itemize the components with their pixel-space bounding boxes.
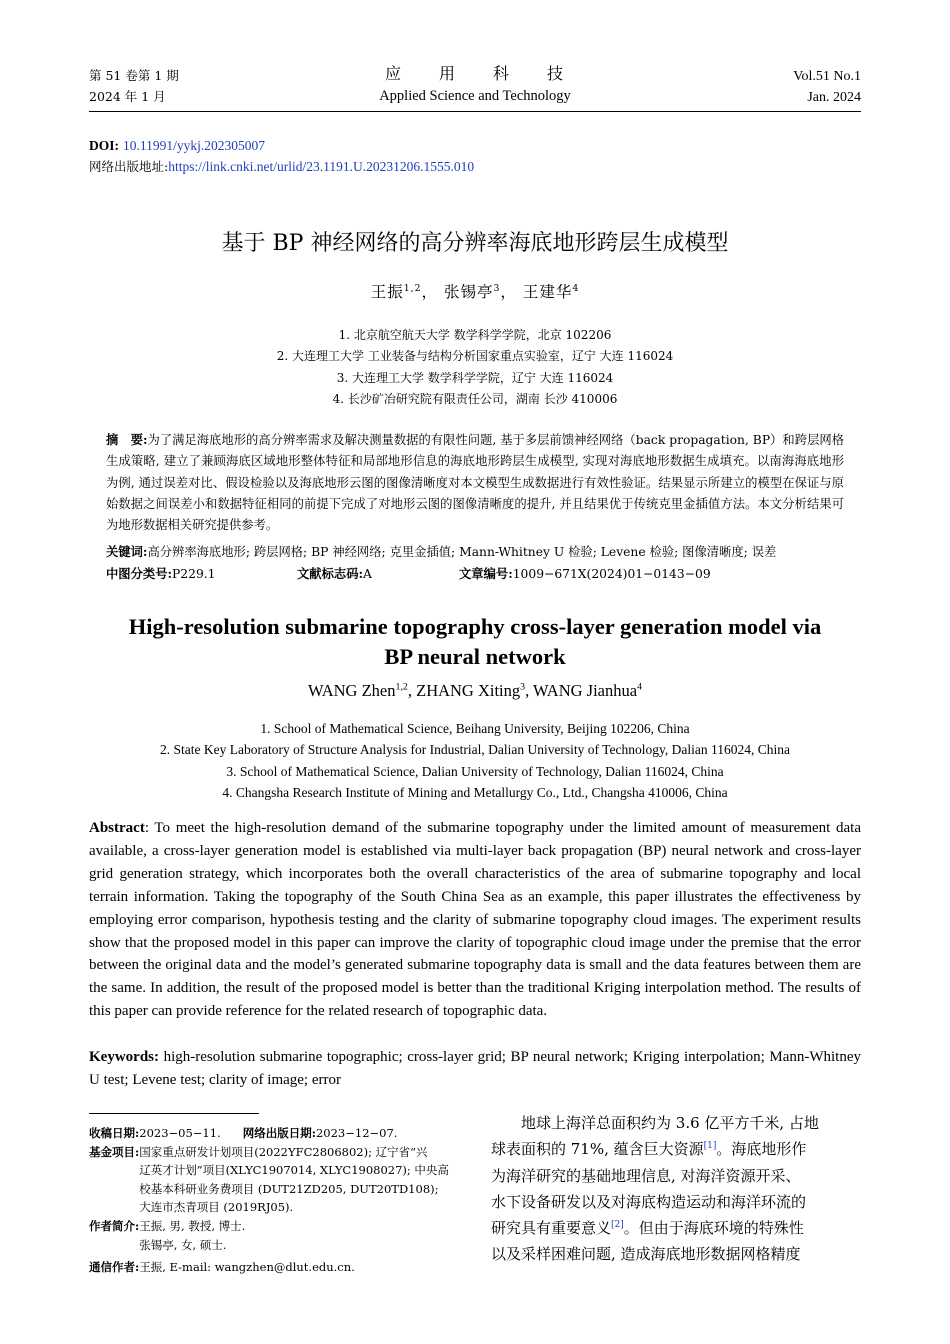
fund-line-2: 辽英才计划”项目(XLYC1907014, XLYC1908027); 中央高: [139, 1163, 449, 1178]
abstract-en-text: : To meet the high-resolution demand of the submarine topography under the limited amount of measurement data available, a cross-layer generation model is established via multi-layer back propagation (BP) neural network and cross-layer grid generation strategy, which incorporates both the overall characteristics of the area of submarine topography and local terrain information. Taking the topography of the South China Sea as an example, this paper illustrates the effectiveness by employing error comparison, hypothesis testing and the clarity of submarine topography cloud images. The experiment results show that the proposed model in this paper can improve the clarity of topographic cloud image under the premise that the error between the original data and the model’s generated submarine topography data is small and the data features between them are the same. In addition, the result of the proposed model is better than the traditional Kriging interpolation method. The results of this paper can provide reference for the related research of topographic data.: [89, 820, 861, 1020]
fund-line-4: 大连市杰青项目 (2019RJ05).: [139, 1200, 294, 1215]
title-en-line1: High-resolution submarine topography cross-layer generation model via: [128, 614, 822, 639]
citation-2[interactable]: [2]: [611, 1220, 624, 1231]
volume-info: [793, 66, 861, 108]
volume-date: Jan. 2024: [807, 90, 861, 105]
body-line-3: 为海洋研究的基础地理信息, 对海洋资源开采、: [491, 1166, 801, 1185]
online-date-label: 网络出版日期:: [242, 1126, 316, 1140]
keywords-en-label: Keywords:: [89, 1049, 159, 1065]
issue-date: 2024 年 1 月: [89, 89, 166, 104]
volume-number: Vol.51 No.1: [793, 69, 861, 84]
bio-line-1: 王振, 男, 教授, 博士.: [139, 1218, 246, 1233]
affiliation-zh-1: 1. 北京航空航天大学 数学科学学院，北京 102206: [338, 328, 612, 342]
keywords-zh: [106, 541, 844, 563]
footnote-rule: [89, 1113, 259, 1114]
keywords-zh-text: 高分辨率海底地形; 跨层网格; BP 神经网络; 克里金插值; Mann-Whitney U 检验; Levene 检验; 图像清晰度; 误差: [147, 545, 777, 559]
journal-name-en: Applied Science and Technology: [379, 88, 571, 104]
keywords-en: [89, 1046, 861, 1092]
affiliations-zh: [0, 325, 950, 410]
online-date: 2023−12−07.: [315, 1126, 398, 1140]
authors-en: [0, 681, 950, 701]
body-line-2: 球表面积的 71%, 蕴含巨大资源[1]。海底地形作: [491, 1140, 807, 1159]
journal-name-zh: 应 用 科 技: [384, 64, 565, 83]
article-number: 文章编号:1009−671X(2024)01−0143−09: [459, 566, 711, 581]
author-zh-3: 王建华$^4$: [522, 282, 580, 301]
body-line-1: 地球上海洋总面积约为 3.6 亿平方千米, 占地: [491, 1114, 819, 1132]
body-line-5: 研究具有重要意义[2]。但由于海底环境的特殊性: [491, 1219, 804, 1238]
abstract-zh-text: 为了满足海底地形的高分辨率需求及解决测量数据的有限性问题, 基于多层前馈神经网络（back propagation, BP）和跨层网格生成策略, 建立了兼顾海底区域地形整体特征和局部地形信息的海底地形跨层生成模型, 实现对海底地形数据生成填充。以南海海底地形为例, 通过误差对比、假设检验以及海底地形云图的图像清晰度对本文模型生成数据进行有效性验证。结果显示所建立的模型在保证与原始数据之间误差小和数据特征相同的前提下完成了对地形云图的图像清晰度的提升, 并且结果优于传统克里金插值方法。本文分析结果可为地形数据相关研究提供参考。: [106, 433, 845, 533]
affiliations-en: [0, 718, 950, 804]
online-address-link[interactable]: https://link.cnki.net/urlid/23.1191.U.20231206.1555.010: [168, 159, 475, 174]
title-zh: 基于 BP 神经网络的高分辨率海底地形跨层生成模型: [221, 231, 729, 256]
affiliation-zh-2: 2. 大连理工大学 工业装备与结构分析国家重点实验室，辽宁 大连 116024: [276, 349, 674, 364]
affiliation-zh-4: 4. 长沙矿冶研究院有限责任公司，湖南 长沙 410006: [332, 391, 618, 406]
document-code: 文献标志码:A: [297, 566, 372, 581]
title-en: [0, 612, 950, 672]
affiliation-en-4: 4. Changsha Research Institute of Mining and Metallurgy Co., Ltd., Changsha 410006, China: [222, 785, 728, 801]
citation-1[interactable]: [1]: [703, 1141, 717, 1152]
received-label: 收稿日期:: [89, 1126, 140, 1140]
author-zh-2: 张锡亭$^3$，: [443, 282, 517, 301]
fund-row: [89, 1143, 469, 1217]
affiliation-en-2: 2. State Key Laboratory of Structure Analysis for Industrial, Dalian University of Technology, Dalian 116024, China: [160, 742, 790, 758]
fund-label: 基金项目:: [89, 1144, 140, 1159]
keywords-en-text: high-resolution submarine topographic; cross-layer grid; BP neural network; Kriging interpolation; Mann-Whitney U test; Levene test; clarity of image; error: [89, 1049, 861, 1088]
authors-zh: [0, 280, 950, 302]
abstract-en: [89, 817, 861, 1023]
fund-line-3: 校基本科研业务费项目 (DUT21ZD205, DUT20TD108);: [139, 1181, 439, 1196]
doi-link[interactable]: 10.11991/yykj.202305007: [122, 138, 265, 153]
doi-block: [89, 135, 474, 177]
body-text: [491, 1110, 863, 1268]
affiliation-en-3: 3. School of Mathematical Science, Dalian University of Technology, Dalian 116024, China: [226, 763, 724, 779]
bio-row: [89, 1217, 469, 1254]
abstract-zh: [106, 429, 844, 536]
author-zh-1: 王振$^{1,2}$，: [370, 282, 439, 301]
fund-line-1: 国家重点研发计划项目(2022YFC2806802); 辽宁省“兴: [139, 1144, 428, 1159]
author-en-3: WANG Jianhua$^4$: [533, 681, 643, 700]
abstract-zh-label: 摘 要:: [106, 432, 148, 447]
abstract-en-label: Abstract: [89, 820, 145, 836]
online-address-label: 网络出版地址:: [89, 159, 169, 174]
footnotes: [89, 1124, 469, 1277]
keywords-zh-label: 关键词:: [106, 544, 148, 559]
issue-volume: 第 51 卷第 1 期: [89, 68, 179, 83]
affiliation-zh-3: 3. 大连理工大学 数学科学学院，辽宁 大连 116024: [336, 370, 614, 385]
author-en-1: WANG Zhen$^{1,2}$,: [307, 681, 417, 700]
author-en-2: ZHANG Xiting$^3$,: [416, 681, 534, 700]
body-line-4: 水下设备研发以及对海底构造运动和海洋环流的: [491, 1192, 807, 1211]
body-line-6: 以及采样困难问题, 造成海底地形数据网格精度: [491, 1245, 801, 1264]
title-en-line2: BP neural network: [384, 644, 566, 669]
corresponding-row: [89, 1258, 469, 1277]
doi-label: DOI:: [89, 138, 119, 153]
received-date: 2023−05−11.: [139, 1126, 221, 1140]
clc-number: 中图分类号:P229.1: [106, 566, 216, 581]
bio-label: 作者简介:: [89, 1218, 140, 1233]
header-rule: [89, 111, 861, 112]
corresponding-label: 通信作者:: [89, 1260, 140, 1275]
corresponding-text: 王振, E-mail: wangzhen@dlut.edu.cn.: [139, 1260, 355, 1275]
affiliation-en-1: 1. School of Mathematical Science, Beihang University, Beijing 102206, China: [260, 721, 690, 736]
dates-row: [89, 1124, 469, 1143]
bio-line-2: 张锡亭, 女, 硕士.: [139, 1237, 227, 1252]
